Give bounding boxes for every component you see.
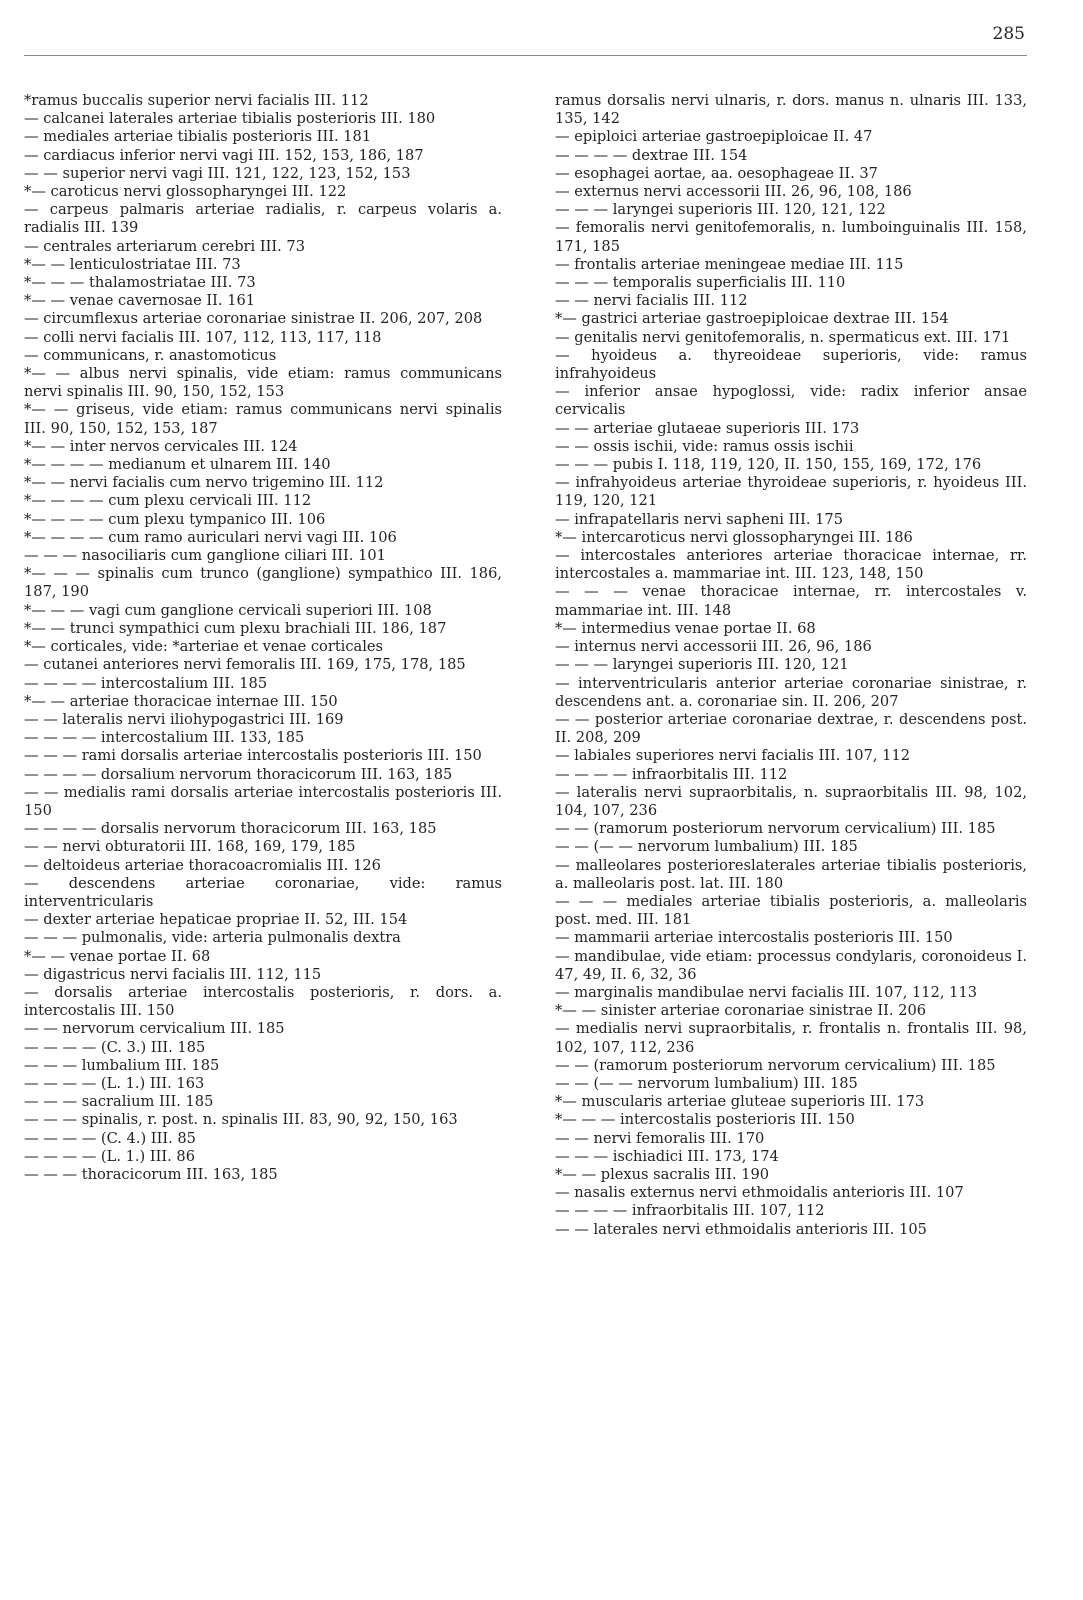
index-entry: *— — — vagi cum ganglione cervicali superiori III. 108 (24, 601, 432, 619)
index-entry: — centrales arteriarum cerebri III. 73 (24, 237, 305, 255)
index-entry: — — ossis ischii, vide: ramus ossis ischii (555, 437, 854, 455)
index-entry: — — — pulmonalis, vide: arteria pulmonalis dextra (24, 929, 401, 947)
index-entry: — — — temporalis superficialis III. 110 (555, 274, 846, 292)
index-entry: *— — — spinalis cum trunco (ganglione) sympathico III. 186, 187, 190 (24, 565, 502, 601)
index-entry: — colli nervi facialis III. 107, 112, 113, 117, 118 (24, 328, 382, 346)
index-entry: *— — — — cum plexu tympanico III. 106 (24, 510, 326, 528)
index-column-right (555, 92, 1027, 1239)
index-entry: *ramus buccalis superior nervi facialis III. 112 (24, 92, 369, 109)
index-entry: — carpeus palmaris arteriae radialis, r. carpeus volaris a. radialis III. 139 (24, 201, 502, 237)
index-entry: — infrapatellaris nervi sapheni III. 175 (555, 510, 843, 528)
index-entry: — — — — infraorbitalis III. 112 (555, 765, 788, 783)
index-entry: — — — sacralium III. 185 (24, 1093, 214, 1111)
index-entry: — — — — (C. 4.) III. 85 (24, 1129, 196, 1147)
index-entry: *— intermedius venae portae II. 68 (555, 619, 816, 637)
index-entry: — mammarii arteriae intercostalis posterioris III. 150 (555, 929, 953, 947)
index-entry: — — nervorum cervicalium III. 185 (24, 1020, 285, 1038)
index-entry: — — — venae thoracicae internae, rr. intercostales v. mammariae int. III. 148 (555, 583, 1027, 619)
index-entry: — communicans, r. anastomoticus (24, 346, 277, 364)
index-entry: ramus dorsalis nervi ulnaris, r. dors. manus n. ulnaris III. 133, 135, 142 (555, 92, 1027, 128)
index-entry: — — — thoracicorum III. 163, 185 (24, 1165, 278, 1183)
index-entry: — — — rami dorsalis arteriae intercostalis posterioris III. 150 (24, 747, 482, 765)
index-entry: — esophagei aortae, aa. oesophageae II. 37 (555, 164, 878, 182)
index-entry: — — (— — nervorum lumbalium) III. 185 (555, 838, 858, 856)
index-entry: — externus nervi accessorii III. 26, 96, 108, 186 (555, 183, 912, 201)
index-entry: — deltoideus arteriae thoracoacromialis III. 126 (24, 856, 381, 874)
index-entry: — — lateralis nervi iliohypogastrici III. 169 (24, 710, 344, 728)
index-entry: *— — arteriae thoracicae internae III. 150 (24, 692, 338, 710)
index-entry: — — (ramorum posteriorum nervorum cervicalium) III. 185 (555, 1056, 996, 1074)
index-entry: — — superior nervi vagi III. 121, 122, 123, 152, 153 (24, 164, 411, 182)
index-entry: — — — nasociliaris cum ganglione ciliari III. 101 (24, 547, 386, 565)
index-entry: — — — — (L. 1.) III. 163 (24, 1074, 205, 1092)
index-entry: — — — ischiadici III. 173, 174 (555, 1147, 779, 1165)
index-entry: *— — venae cavernosae II. 161 (24, 292, 256, 310)
index-entry: — medialis nervi supraorbitalis, r. frontalis n. frontalis III. 98, 102, 107, 112, 236 (555, 1020, 1027, 1056)
index-entry: *— — sinister arteriae coronariae sinistrae II. 206 (555, 1002, 927, 1020)
index-entry: *— — plexus sacralis III. 190 (555, 1165, 770, 1183)
index-entry: — circumflexus arteriae coronariae sinistrae II. 206, 207, 208 (24, 310, 483, 328)
header-rule (24, 55, 1027, 56)
index-entry: — — — — dorsalium nervorum thoracicorum III. 163, 185 (24, 765, 453, 783)
index-entry: *— — inter nervos cervicales III. 124 (24, 437, 298, 455)
index-entry: — interventricularis anterior arteriae coronariae sinistrae, r. descendens ant. a. coronariae sin. II. 206, 207 (555, 674, 1027, 710)
index-entry: *— — — — cum plexu cervicali III. 112 (24, 492, 312, 510)
index-entry: — lateralis nervi supraorbitalis, n. supraorbitalis III. 98, 102, 104, 107, 236 (555, 783, 1027, 819)
index-entry: — — nervi obturatorii III. 168, 169, 179, 185 (24, 838, 356, 856)
index-entry: — — — — dorsalis nervorum thoracicorum III. 163, 185 (24, 820, 437, 838)
index-entry: *— intercaroticus nervi glossopharyngei III. 186 (555, 528, 913, 546)
index-entry: — marginalis mandibulae nervi facialis III. 107, 112, 113 (555, 983, 978, 1001)
index-entry: — — — pubis I. 118, 119, 120, II. 150, 155, 169, 172, 176 (555, 456, 982, 474)
index-entry: — — — mediales arteriae tibialis posterioris, a. malleolaris post. med. III. 181 (555, 892, 1027, 929)
index-entry: — dexter arteriae hepaticae propriae II. 52, III. 154 (24, 911, 408, 929)
index-entry: — femoralis nervi genitofemoralis, n. lumboinguinalis III. 158, 171, 185 (555, 219, 1027, 255)
index-entry: — inferior ansae hypoglossi, vide: radix inferior ansae cervicalis (555, 383, 1027, 419)
index-entry: — — medialis rami dorsalis arteriae intercostalis posterioris III. 150 (24, 783, 502, 819)
index-entry: — calcanei laterales arteriae tibialis posterioris III. 180 (24, 110, 436, 128)
index-entry: — dorsalis arteriae intercostalis posterioris, r. dors. a. intercostalis III. 150 (24, 983, 502, 1020)
index-entry: — — (ramorum posteriorum nervorum cervicalium) III. 185 (555, 820, 996, 838)
index-entry: *— — — — medianum et ulnarem III. 140 (24, 456, 331, 474)
index-entry: — — — laryngei superioris III. 120, 121 (555, 656, 849, 674)
index-entry: — — (— — nervorum lumbalium) III. 185 (555, 1074, 858, 1092)
index-entry: *— muscularis arteriae gluteae superioris III. 173 (555, 1093, 925, 1111)
index-entry: *— — — thalamostriatae III. 73 (24, 274, 256, 292)
index-entry: — mandibulae, vide etiam: processus condylaris, coronoideus I. 47, 49, II. 6, 32, 36 (555, 947, 1027, 983)
index-entry: — — — — intercostalium III. 185 (24, 674, 268, 692)
index-entry: *— — nervi facialis cum nervo trigemino III. 112 (24, 474, 384, 492)
index-entry: — — — laryngei superioris III. 120, 121, 122 (555, 201, 886, 219)
index-entry: — — — — dextrae III. 154 (555, 146, 748, 164)
index-entry: — — posterior arteriae coronariae dextrae, r. descendens post. II. 208, 209 (555, 710, 1027, 747)
index-entry: — frontalis arteriae meningeae mediae III. 115 (555, 255, 904, 273)
index-entry: — labiales superiores nervi facialis III. 107, 112 (555, 747, 911, 765)
index-entry: — — laterales nervi ethmoidalis anterioris III. 105 (555, 1220, 927, 1238)
index-entry: — — — — intercostalium III. 133, 185 (24, 729, 305, 747)
index-entry: — cardiacus inferior nervi vagi III. 152, 153, 186, 187 (24, 146, 424, 164)
index-entry: *— — albus nervi spinalis, vide etiam: ramus communicans nervi spinalis III. 90, 150, 152, 153 (24, 365, 502, 401)
index-entry: — — — — (C. 3.) III. 185 (24, 1038, 206, 1056)
index-entry: — malleolares posterioreslaterales arteriae tibialis posterioris, a. malleolaris post. lat. III. 180 (555, 856, 1027, 892)
index-entry: — digastricus nervi facialis III. 112, 115 (24, 965, 322, 983)
index-entry: — nasalis externus nervi ethmoidalis anterioris III. 107 (555, 1184, 964, 1202)
index-entry: — epiploici arteriae gastroepiploicae II. 47 (555, 128, 873, 146)
index-entry: *— — lenticulostriatae III. 73 (24, 255, 241, 273)
index-entry: — internus nervi accessorii III. 26, 96, 186 (555, 638, 872, 656)
index-entry: — — nervi femoralis III. 170 (555, 1129, 765, 1147)
index-column-left (24, 92, 502, 1184)
index-entry: — cutanei anteriores nervi femoralis III. 169, 175, 178, 185 (24, 656, 466, 674)
index-entry: *— caroticus nervi glossopharyngei III. 122 (24, 183, 347, 201)
index-entry: — genitalis nervi genitofemoralis, n. spermaticus ext. III. 171 (555, 328, 1011, 346)
index-entry: *— — griseus, vide etiam: ramus communicans nervi spinalis III. 90, 150, 152, 153, 187 (24, 401, 502, 437)
index-entry: *— — — intercostalis posterioris III. 150 (555, 1111, 855, 1129)
index-entry: — descendens arteriae coronariae, vide: ramus interventricularis (24, 874, 502, 910)
index-entry: *— — venae portae II. 68 (24, 947, 211, 965)
index-entry: — — — — (L. 1.) III. 86 (24, 1147, 195, 1165)
index-entry: — intercostales anteriores arteriae thoracicae internae, rr. intercostales a. mammariae int. III. 123, 148, 150 (555, 547, 1027, 583)
index-entry: — — arteriae glutaeae superioris III. 173 (555, 419, 860, 437)
index-entry: *— — trunci sympathici cum plexu brachiali III. 186, 187 (24, 619, 447, 637)
page-number: 285 (992, 24, 1025, 44)
index-entry: — — — spinalis, r. post. n. spinalis III. 83, 90, 92, 150, 163 (24, 1111, 458, 1129)
index-entry: — infrahyoideus arteriae thyroideae superioris, r. hyoideus III. 119, 120, 121 (555, 474, 1027, 510)
index-entry: — — — lumbalium III. 185 (24, 1056, 220, 1074)
index-entry: — — nervi facialis III. 112 (555, 292, 748, 310)
index-entry: *— corticales, vide: *arteriae et venae corticales (24, 638, 384, 656)
index-entry: *— gastrici arteriae gastroepiploicae dextrae III. 154 (555, 310, 949, 328)
index-entry: — mediales arteriae tibialis posterioris III. 181 (24, 128, 372, 146)
index-entry: — hyoideus a. thyreoideae superioris, vide: ramus infrahyoideus (555, 346, 1027, 383)
index-entry: — — — — infraorbitalis III. 107, 112 (555, 1202, 825, 1220)
index-entry: *— — — — cum ramo auriculari nervi vagi III. 106 (24, 528, 397, 546)
